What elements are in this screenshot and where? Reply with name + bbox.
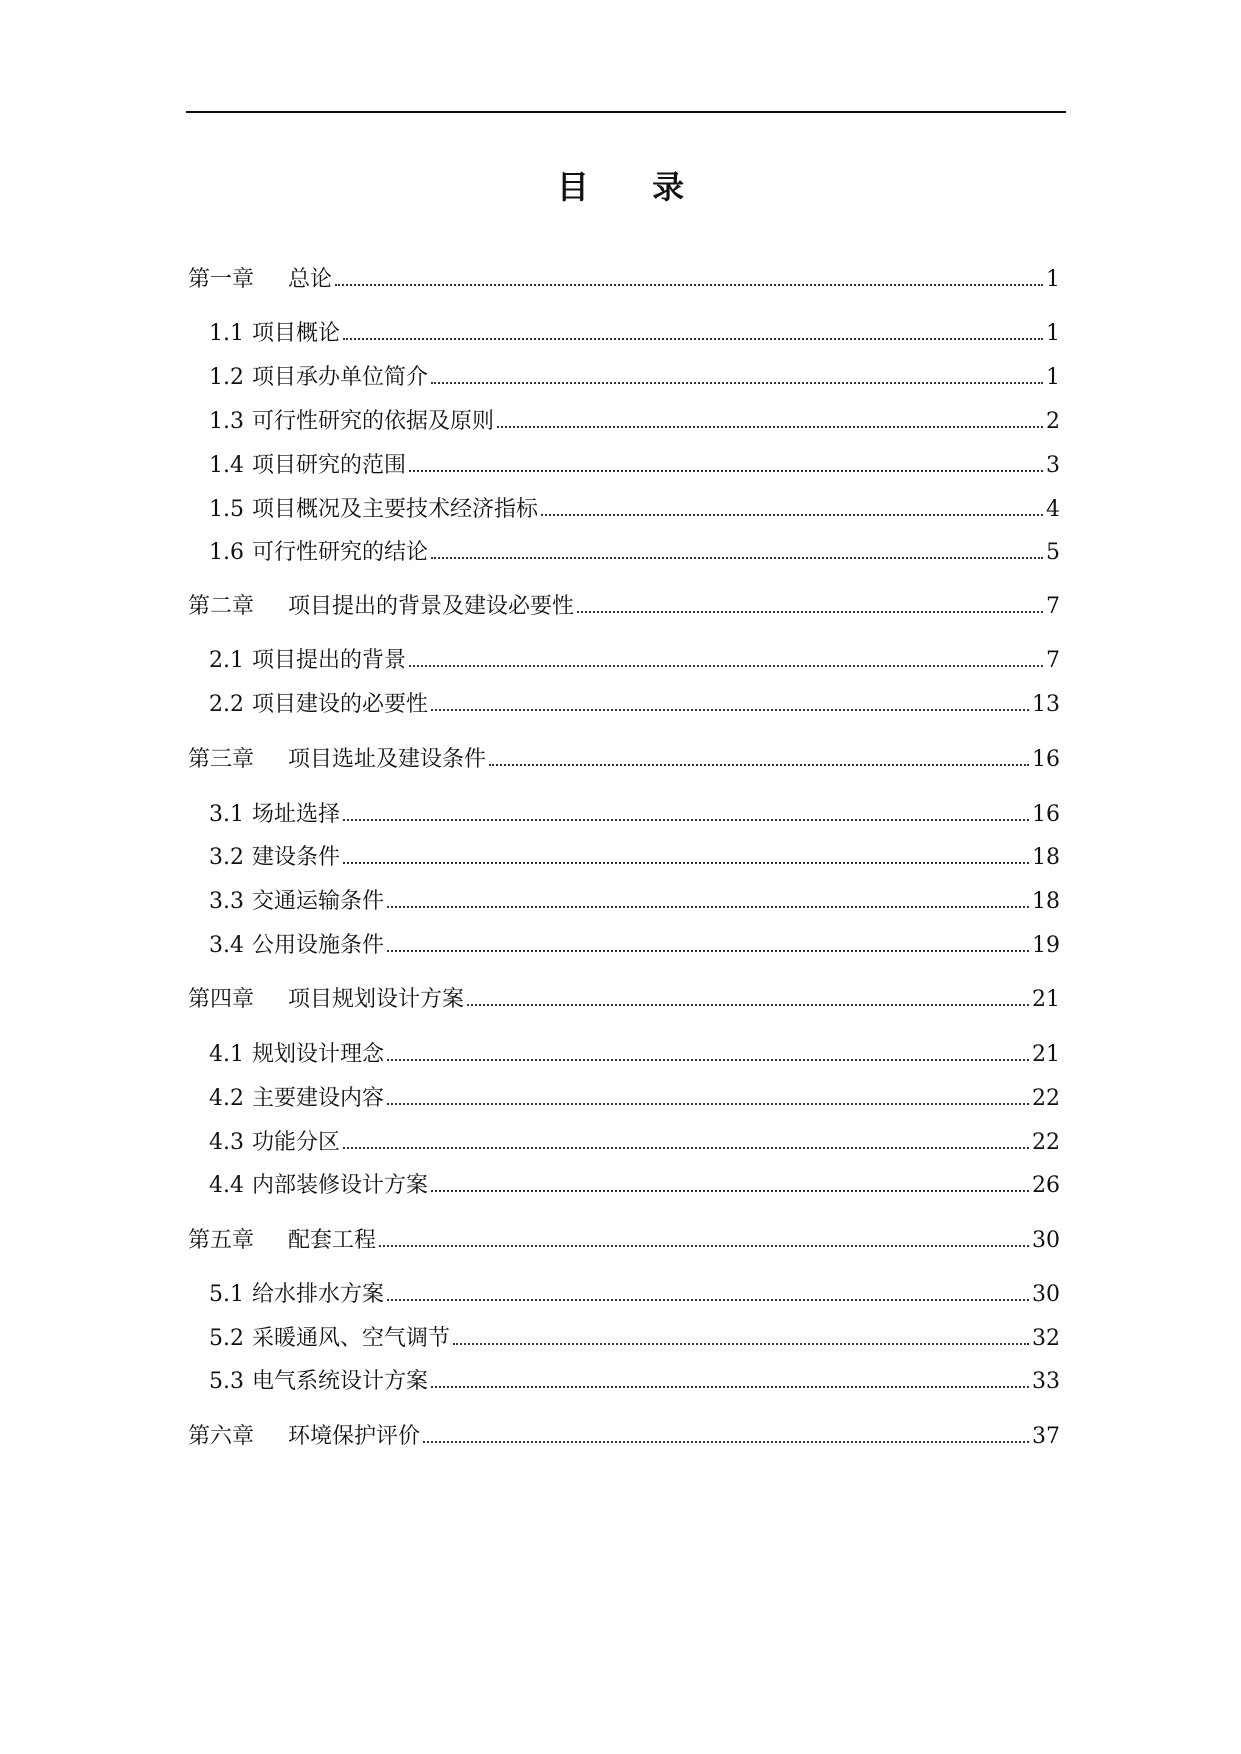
toc-entry-label (188, 1226, 376, 1256)
toc-dot-leader (343, 1147, 1029, 1149)
toc-entry-label (209, 451, 406, 481)
toc-entry-title: 项目承办单位简介 (252, 365, 429, 390)
toc-dot-leader (379, 1245, 1029, 1247)
toc-entry-title: 给水排水方案 (252, 1282, 385, 1307)
toc-entry-label (209, 646, 406, 676)
toc-entry-label (188, 265, 332, 295)
toc-page-number: 30 (1032, 1228, 1060, 1253)
toc-page-number: 33 (1032, 1369, 1060, 1394)
toc-chapter-entry[interactable] (188, 1226, 1060, 1256)
toc-dot-leader (431, 709, 1029, 711)
toc-dot-leader (343, 862, 1029, 864)
toc-dot-leader (423, 1441, 1029, 1443)
toc-section-entry[interactable] (188, 690, 1060, 720)
toc-entry-label (209, 931, 384, 961)
toc-entry-label (209, 800, 340, 830)
toc-entry-label (209, 843, 340, 873)
toc-dot-leader (467, 1004, 1029, 1006)
toc-entry-title: 可行性研究的结论 (252, 540, 429, 565)
toc-entry-label (188, 745, 486, 775)
toc-section-entry[interactable] (188, 407, 1060, 437)
toc-entry-title: 内部装修设计方案 (252, 1173, 429, 1198)
toc-entry-title: 配套工程 (288, 1228, 377, 1253)
toc-section-entry[interactable] (188, 1367, 1060, 1397)
toc-entry-label (209, 538, 428, 568)
toc-page-number: 21 (1032, 1042, 1060, 1067)
toc-entry-title: 公用设施条件 (252, 933, 385, 958)
toc-entry-number: 1.1 (209, 321, 244, 346)
toc-dot-leader (577, 611, 1043, 613)
toc-entry-label (209, 690, 428, 720)
toc-entry-number: 1.2 (209, 365, 244, 390)
toc-section-entry[interactable] (188, 319, 1060, 349)
toc-page-number: 1 (1046, 365, 1060, 390)
toc-dot-leader (431, 557, 1043, 559)
toc-section-entry[interactable] (188, 1280, 1060, 1310)
toc-dot-leader (343, 819, 1029, 821)
toc-entry-number: 第五章 (188, 1228, 255, 1253)
toc-dot-leader (387, 906, 1029, 908)
toc-entry-title: 项目提出的背景 (252, 648, 407, 673)
toc-entry-number: 3.4 (209, 933, 244, 958)
toc-chapter-entry[interactable] (188, 1422, 1060, 1452)
toc-entry-label (188, 985, 464, 1015)
toc-page-number: 3 (1046, 453, 1060, 478)
toc-section-entry[interactable] (188, 1128, 1060, 1158)
toc-entry-title: 项目选址及建设条件 (288, 747, 487, 772)
toc-page-number: 7 (1046, 594, 1060, 619)
toc-section-entry[interactable] (188, 1324, 1060, 1354)
toc-entry-label (209, 1040, 384, 1070)
toc-section-entry[interactable] (188, 363, 1060, 393)
toc-page-number: 30 (1032, 1282, 1060, 1307)
toc-page-number: 19 (1032, 933, 1060, 958)
toc-entry-label (209, 1171, 428, 1201)
toc-entry-title: 总论 (288, 267, 333, 292)
toc-dot-leader (409, 665, 1043, 667)
toc-entry-label (209, 1084, 384, 1114)
toc-section-entry[interactable] (188, 495, 1060, 525)
toc-page-number: 18 (1032, 845, 1060, 870)
toc-entry-title: 规划设计理念 (252, 1042, 385, 1067)
toc-entry-title: 交通运输条件 (252, 889, 385, 914)
toc-entry-number: 5.2 (209, 1326, 244, 1351)
toc-section-entry[interactable] (188, 887, 1060, 917)
toc-page-number: 1 (1046, 321, 1060, 346)
toc-title: 目 录 (556, 168, 711, 206)
toc-page-number: 22 (1032, 1130, 1060, 1155)
toc-entry-number: 第六章 (188, 1424, 255, 1449)
toc-section-entry[interactable] (188, 538, 1060, 568)
toc-section-entry[interactable] (188, 451, 1060, 481)
toc-entry-number: 4.3 (209, 1130, 244, 1155)
toc-dot-leader (431, 382, 1043, 384)
toc-entry-title: 项目概论 (252, 321, 341, 346)
toc-entry-number: 5.3 (209, 1369, 244, 1394)
toc-dot-leader (387, 1059, 1029, 1061)
toc-entry-title: 主要建设内容 (252, 1086, 385, 1111)
toc-entry-label (209, 1128, 340, 1158)
toc-page-number: 13 (1032, 692, 1060, 717)
toc-entry-title: 采暖通风、空气调节 (252, 1326, 451, 1351)
toc-entry-number: 4.1 (209, 1042, 244, 1067)
toc-entry-number: 第二章 (188, 594, 255, 619)
toc-dot-leader (489, 764, 1029, 766)
toc-entry-label (209, 1324, 450, 1354)
toc-entry-title: 项目提出的背景及建设必要性 (288, 594, 575, 619)
toc-dot-leader (387, 1299, 1029, 1301)
toc-dot-leader (431, 1386, 1029, 1388)
toc-page-number: 32 (1032, 1326, 1060, 1351)
toc-entry-number: 2.2 (209, 692, 244, 717)
toc-entry-label (209, 1280, 384, 1310)
toc-page-number: 1 (1046, 267, 1060, 292)
toc-entry-number: 第一章 (188, 267, 255, 292)
toc-entry-number: 3.1 (209, 802, 244, 827)
toc-page-number: 16 (1032, 747, 1060, 772)
toc-entry-number: 第三章 (188, 747, 255, 772)
toc-page-number: 22 (1032, 1086, 1060, 1111)
toc-entry-number: 1.4 (209, 453, 244, 478)
toc-page-number: 21 (1032, 987, 1060, 1012)
toc-entry-number: 第四章 (188, 987, 255, 1012)
toc-entry-number: 4.2 (209, 1086, 244, 1111)
toc-entry-label (209, 319, 340, 349)
toc-section-entry[interactable] (188, 1040, 1060, 1070)
toc-entry-label (188, 1422, 420, 1452)
toc-entry-title: 电气系统设计方案 (252, 1369, 429, 1394)
toc-chapter-entry[interactable] (188, 985, 1060, 1015)
toc-entry-title: 环境保护评价 (288, 1424, 421, 1449)
toc-entry-label (209, 1367, 428, 1397)
toc-section-entry[interactable] (188, 931, 1060, 961)
toc-page-number: 7 (1046, 648, 1060, 673)
toc-page-number: 26 (1032, 1173, 1060, 1198)
toc-section-entry[interactable] (188, 843, 1060, 873)
toc-page-number: 16 (1032, 802, 1060, 827)
toc-chapter-entry[interactable] (188, 745, 1060, 775)
toc-page-number: 5 (1046, 540, 1060, 565)
toc-chapter-entry[interactable] (188, 265, 1060, 295)
toc-entry-label (209, 887, 384, 917)
toc-dot-leader (497, 426, 1043, 428)
toc-page-number: 2 (1046, 409, 1060, 434)
toc-dot-leader (387, 1103, 1029, 1105)
toc-entry-number: 5.1 (209, 1282, 244, 1307)
toc-entry-title: 项目概况及主要技术经济指标 (252, 497, 539, 522)
toc-dot-leader (387, 950, 1029, 952)
toc-entry-title: 功能分区 (252, 1130, 341, 1155)
toc-entry-title: 项目研究的范围 (252, 453, 407, 478)
toc-entry-title: 项目规划设计方案 (288, 987, 465, 1012)
toc-chapter-entry[interactable] (188, 592, 1060, 622)
toc-entry-label (209, 407, 494, 437)
toc-entry-label (209, 363, 428, 393)
toc-entry-title: 建设条件 (252, 845, 341, 870)
toc-dot-leader (453, 1343, 1029, 1345)
toc-entry-number: 1.5 (209, 497, 244, 522)
toc-entry-title: 可行性研究的依据及原则 (252, 409, 495, 434)
toc-entry-number: 2.1 (209, 648, 244, 673)
toc-entry-number: 3.2 (209, 845, 244, 870)
toc-entry-title: 项目建设的必要性 (252, 692, 429, 717)
toc-page-number: 18 (1032, 889, 1060, 914)
toc-entry-label (209, 495, 538, 525)
toc-dot-leader (409, 470, 1043, 472)
toc-entry-label (188, 592, 574, 622)
toc-section-entry[interactable] (188, 1171, 1060, 1201)
toc-page-number: 4 (1046, 497, 1060, 522)
toc-entry-number: 3.3 (209, 889, 244, 914)
toc-section-entry[interactable] (188, 1084, 1060, 1114)
toc-dot-leader (541, 514, 1043, 516)
toc-page-number: 37 (1032, 1424, 1060, 1449)
header-rule (186, 111, 1066, 113)
toc-dot-leader (431, 1190, 1029, 1192)
toc-entry-number: 4.4 (209, 1173, 244, 1198)
toc-entry-title: 场址选择 (252, 802, 341, 827)
toc-entry-number: 1.6 (209, 540, 244, 565)
toc-section-entry[interactable] (188, 646, 1060, 676)
toc-section-entry[interactable] (188, 800, 1060, 830)
toc-entry-number: 1.3 (209, 409, 244, 434)
toc-dot-leader (343, 338, 1043, 340)
toc-dot-leader (335, 284, 1043, 286)
